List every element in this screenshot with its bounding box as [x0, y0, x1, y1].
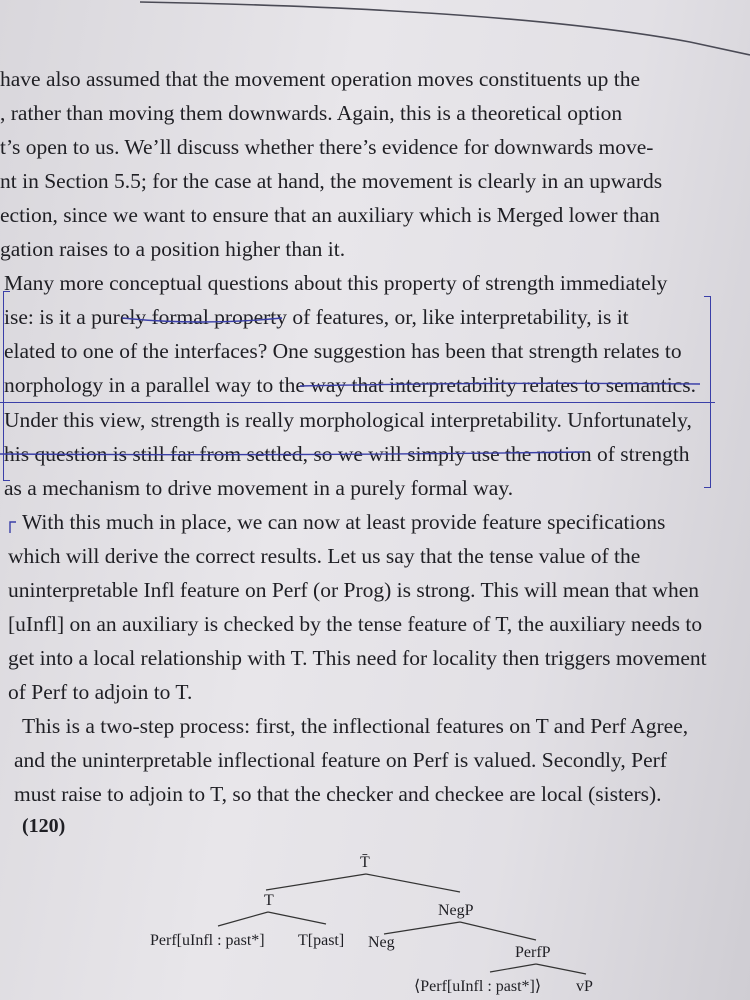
- example-number: (120): [22, 815, 66, 837]
- paragraph-feature-specifications: [0, 505, 715, 709]
- tree-branches: [0, 850, 750, 1000]
- paragraph-strength-questions: [0, 266, 715, 505]
- paragraph-movement-direction: [0, 62, 715, 266]
- paragraph-two-step-process: [0, 709, 715, 811]
- text-line: t’s open to us. We’ll discuss whether there’s evidence for downwards move-: [0, 135, 654, 159]
- text-line: uninterpretable Infl feature on Perf (or Prog) is strong. This will mean that when: [8, 578, 700, 602]
- tree-leaf-perf: Perf[uInfl : past*]: [150, 932, 265, 949]
- page-body: [0, 62, 715, 811]
- text-line-underlined: norphology in a parallel way to the way that interpretability relates to semantics.: [0, 368, 715, 403]
- pen-bracket-right: [704, 296, 711, 488]
- text-line: gation raises to a position higher than it.: [0, 237, 346, 261]
- text-line: nt in Section 5.5; for the case at hand, the movement is clearly in an upwards: [0, 169, 663, 193]
- tree-leaf-vp: vP: [576, 978, 593, 995]
- tree-leaf-neg: Neg: [368, 934, 395, 951]
- tree-node-tbar: T̄: [360, 854, 370, 871]
- text-line: With this much in place, we can now at least provide feature specifications: [22, 510, 666, 534]
- text-line: [uInfl] on an auxiliary is checked by the tense feature of T, the auxiliary needs to: [8, 612, 703, 636]
- text-line: Under this view, strength is really morphological interpretability. Unfortunately,: [4, 408, 692, 432]
- text-line: get into a local relationship with T. This need for locality then triggers movement: [8, 646, 707, 670]
- tree-node-perfp: PerfP: [515, 944, 551, 961]
- tree-node-negp: NegP: [438, 902, 474, 919]
- page-edge-curve: [0, 0, 750, 70]
- text-line: Many more conceptual questions about this property of strength immediately: [4, 271, 668, 295]
- text-line: ection, since we want to ensure that an auxiliary which is Merged lower than: [0, 203, 660, 227]
- tree-leaf-tpast: T[past]: [298, 932, 345, 949]
- text-line: ise: is it a purely formal property of features, or, like interpretability, is it: [4, 305, 629, 329]
- text-line: of Perf to adjoin to T.: [8, 680, 193, 704]
- pen-bracket-left: [3, 291, 10, 481]
- text-line: , rather than moving them downwards. Again, this is a theoretical option: [0, 101, 623, 125]
- tree-leaf-perf-trace: ⟨Perf[uInfl : past*]⟩: [414, 978, 542, 995]
- text-line: which will derive the correct results. Let us say that the tense value of the: [8, 544, 641, 568]
- text-line: as a mechanism to drive movement in a purely formal way.: [4, 476, 514, 500]
- tree-node-t: T: [264, 892, 274, 909]
- text-line: have also assumed that the movement operation moves constituents up the: [0, 67, 641, 91]
- text-line: elated to one of the interfaces? One suggestion has been that strength relates to: [4, 339, 682, 363]
- text-line: and the uninterpretable inflectional feature on Perf is valued. Secondly, Perf: [14, 748, 667, 772]
- syntax-tree: [0, 850, 750, 1000]
- text-line: must raise to adjoin to T, so that the checker and checkee are local (sisters).: [14, 782, 662, 806]
- text-line: his question is still far from settled, so we will simply use the notion of strength: [4, 442, 690, 466]
- text-line: This is a two-step process: first, the inflectional features on T and Perf Agree,: [22, 714, 689, 738]
